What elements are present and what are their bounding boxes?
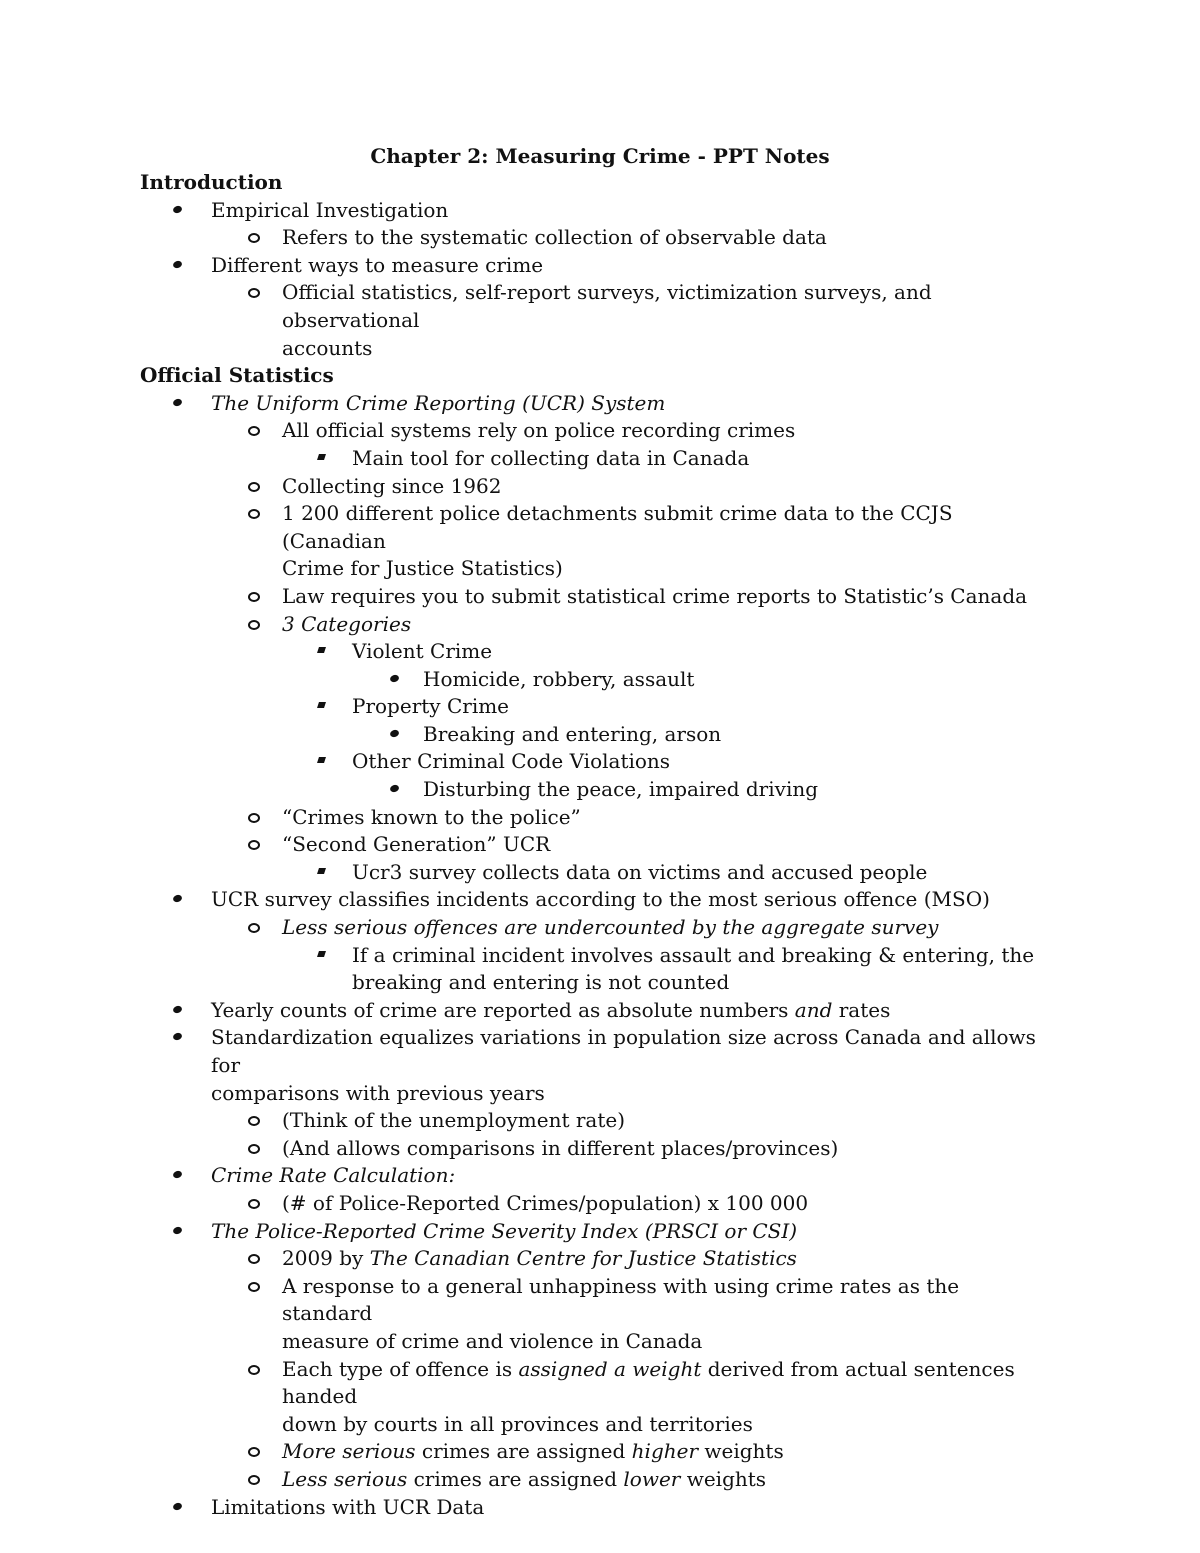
bullet-dot-icon — [389, 673, 400, 683]
bullet-circle-icon — [248, 1475, 260, 1485]
bullet-square-icon — [317, 757, 326, 763]
bullet-circle-icon — [248, 233, 260, 243]
list-item: Limitations with UCR Data — [140, 1494, 1050, 1522]
bullet-circle-icon — [248, 1254, 260, 1264]
list-item: A response to a general unhappiness with using crime rates as the standard — [140, 1273, 1050, 1328]
bullet-dot-icon — [172, 894, 183, 904]
notes-body — [140, 169, 1050, 1521]
list-item: Different ways to measure crime — [140, 252, 1050, 280]
list-item: 3 Categories — [140, 611, 1050, 639]
bullet-circle-icon — [248, 1116, 260, 1126]
bullet-circle-icon — [248, 1144, 260, 1154]
list-item: (Think of the unemployment rate) — [140, 1107, 1050, 1135]
bullet-circle-icon — [248, 509, 260, 519]
bullet-square-icon — [317, 868, 326, 874]
bullet-square-icon — [317, 951, 326, 957]
list-item-continuation: accounts — [282, 335, 373, 360]
list-item: Law requires you to submit statistical crime reports to Statistic’s Canada — [140, 583, 1050, 611]
bullet-dot-icon — [389, 729, 400, 739]
bullet-circle-icon — [248, 840, 260, 850]
list-item: All official systems rely on police recording crimes — [140, 417, 1050, 445]
list-item: Official statistics, self-report surveys, victimization surveys, and observational — [140, 279, 1050, 334]
bullet-circle-icon — [248, 592, 260, 602]
list-item: Other Criminal Code Violations — [140, 748, 1050, 776]
bullet-square-icon — [317, 454, 326, 460]
list-item: Empirical Investigation — [140, 197, 1050, 225]
list-item: Each type of offence is assigned a weight derived from actual sentences handed — [140, 1356, 1050, 1411]
list-item-continuation: comparisons with previous years — [211, 1080, 545, 1105]
list-item-continuation: Crime for Justice Statistics) — [282, 556, 563, 581]
bullet-circle-icon — [248, 288, 260, 298]
list-item: Less serious offences are undercounted by the aggregate survey — [140, 914, 1050, 942]
bullet-circle-icon — [248, 1365, 260, 1375]
list-item-continuation: measure of crime and violence in Canada — [282, 1328, 703, 1353]
list-item: Yearly counts of crime are reported as absolute numbers and rates — [140, 997, 1050, 1025]
bullet-dot-icon — [172, 1170, 183, 1180]
bullet-dot-icon — [172, 1225, 183, 1235]
list-item: “Second Generation” UCR — [140, 831, 1050, 859]
list-item: Disturbing the peace, impaired driving — [140, 776, 1050, 804]
bullet-circle-icon — [248, 426, 260, 436]
list-item: The Police-Reported Crime Severity Index (PRSCI or CSI) — [140, 1218, 1050, 1246]
bullet-dot-icon — [389, 784, 400, 794]
list-item-continuation: breaking and entering is not counted — [352, 970, 730, 995]
bullet-circle-icon — [248, 1199, 260, 1209]
section-heading-official-statistics: Official Statistics — [140, 363, 334, 388]
list-item: (# of Police-Reported Crimes/population) x 100 000 — [140, 1190, 1050, 1218]
bullet-circle-icon — [248, 923, 260, 933]
list-item: “Crimes known to the police” — [140, 804, 1050, 832]
list-item: Homicide, robbery, assault — [140, 666, 1050, 694]
list-item: The Uniform Crime Reporting (UCR) System — [140, 390, 1050, 418]
bullet-circle-icon — [248, 1447, 260, 1457]
list-item: Property Crime — [140, 693, 1050, 721]
list-item: 1 200 different police detachments submit crime data to the CCJS (Canadian — [140, 500, 1050, 555]
list-item-continuation: down by courts in all provinces and territories — [282, 1411, 753, 1436]
bullet-circle-icon — [248, 482, 260, 492]
list-item: If a criminal incident involves assault and breaking & entering, the — [140, 942, 1050, 970]
bullet-square-icon — [317, 647, 326, 653]
list-item: 2009 by The Canadian Centre for Justice Statistics — [140, 1245, 1050, 1273]
bullet-circle-icon — [248, 620, 260, 630]
bullet-dot-icon — [172, 204, 183, 214]
list-item: More serious crimes are assigned higher weights — [140, 1438, 1050, 1466]
list-item: Ucr3 survey collects data on victims and accused people — [140, 859, 1050, 887]
bullet-circle-icon — [248, 813, 260, 823]
bullet-dot-icon — [172, 1032, 183, 1042]
list-item: Crime Rate Calculation: — [140, 1162, 1050, 1190]
list-item: Main tool for collecting data in Canada — [140, 445, 1050, 473]
bullet-dot-icon — [172, 397, 183, 407]
bullet-square-icon — [317, 702, 326, 708]
list-item: (And allows comparisons in different places/provinces) — [140, 1135, 1050, 1163]
list-item: Less serious crimes are assigned lower weights — [140, 1466, 1050, 1494]
list-item: Standardization equalizes variations in population size across Canada and allows for — [140, 1024, 1050, 1079]
list-item: Breaking and entering, arson — [140, 721, 1050, 749]
list-item: UCR survey classifies incidents according to the most serious offence (MSO) — [140, 886, 1050, 914]
bullet-dot-icon — [172, 1004, 183, 1014]
page-title: Chapter 2: Measuring Crime - PPT Notes — [370, 144, 830, 168]
list-item: Violent Crime — [140, 638, 1050, 666]
bullet-dot-icon — [172, 259, 183, 269]
list-item: Refers to the systematic collection of observable data — [140, 224, 1050, 252]
bullet-dot-icon — [172, 1501, 183, 1511]
bullet-circle-icon — [248, 1282, 260, 1292]
list-item: Collecting since 1962 — [140, 473, 1050, 501]
section-heading-introduction: Introduction — [140, 170, 283, 194]
